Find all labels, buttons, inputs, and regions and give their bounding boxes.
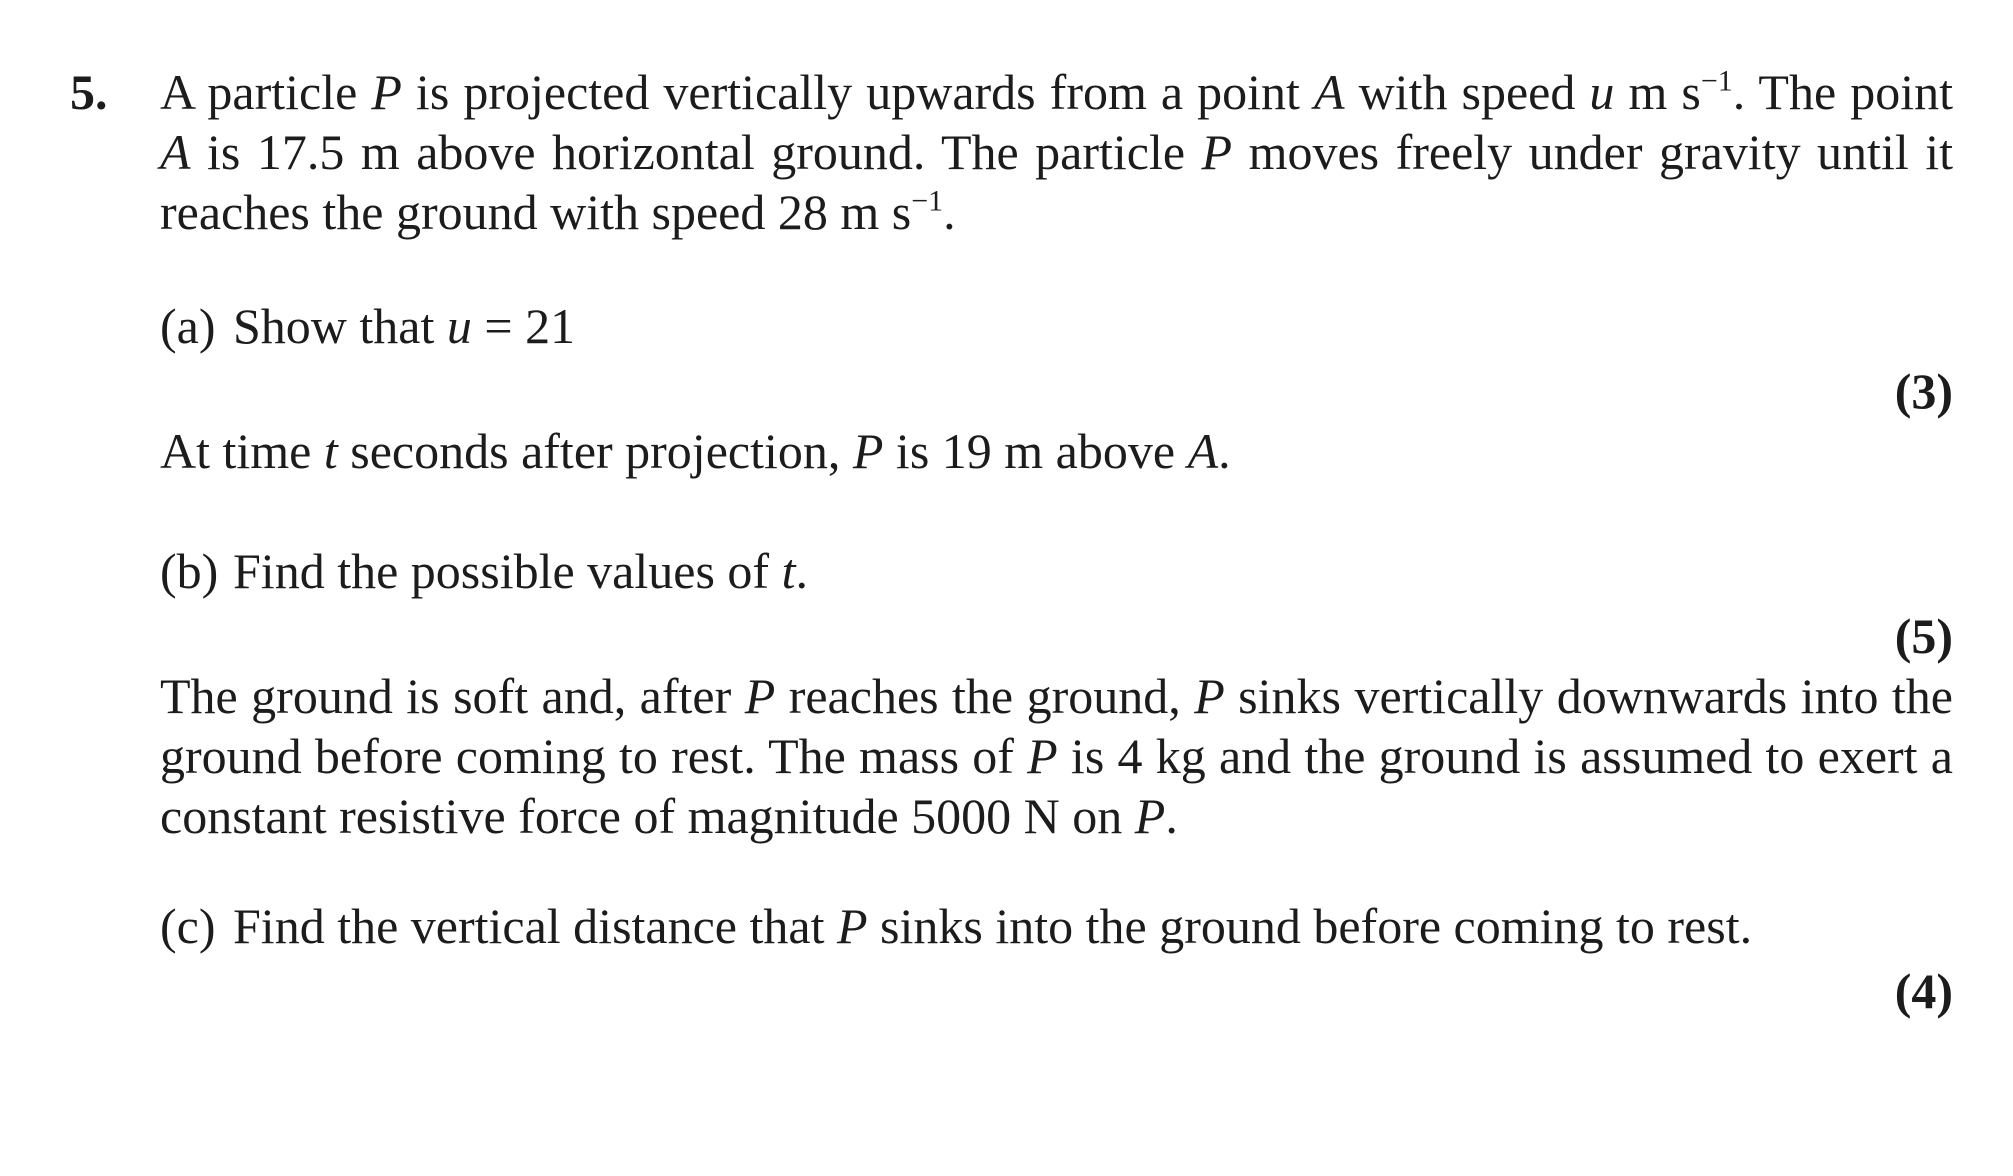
part-a-marks: (3) — [1894, 363, 1953, 419]
statement-paragraph: At time t seconds after projection, P is 19 m above A. — [160, 423, 1231, 479]
question-intro-paragraph: A particle P is projected vertically upwards from a point A with speed u m $s^{-1}$. The point A is 17.5 m above horizontal ground. The particle P moves freely under gravity until it reaches the ground with speed 28 m $s^{-1}$. — [160, 64, 1953, 240]
part-b-marks: (5) — [1894, 608, 1953, 664]
part-b-text: Find the possible values of t. — [233, 543, 808, 599]
part-a-row — [160, 296, 1953, 356]
part-c-label: (c) — [160, 898, 216, 954]
part-a-label: (a) — [160, 298, 216, 354]
part-b-row — [160, 541, 1953, 601]
part-b-label: (b) — [160, 543, 219, 599]
part-c-row — [160, 896, 1953, 956]
part-c-marks: (4) — [1894, 963, 1953, 1019]
question-number: 5. — [70, 64, 108, 120]
ground-paragraph: The ground is soft and, after P reaches the ground, P sinks vertically downwards into the ground before coming to rest. The mass of P is 4 kg and the ground is assumed to exert a constant resistive force of magnitude 5000 N on P. — [160, 668, 1953, 844]
part-c-text: Find the vertical distance that P sinks into the ground before coming to rest. — [233, 898, 1753, 954]
part-a-text: Show that u = 21 — [233, 298, 576, 354]
